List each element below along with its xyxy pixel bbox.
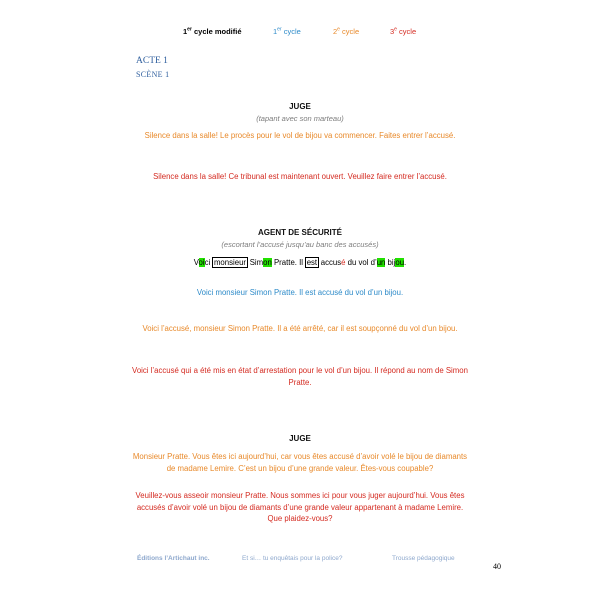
legend-sup: er: [277, 26, 282, 33]
act-heading: ACTE 1: [136, 56, 168, 66]
legend-cycle-2: [333, 27, 359, 36]
legend-text: cycle: [396, 27, 417, 36]
text-segment: .: [404, 258, 407, 267]
legend-sup: e: [394, 26, 397, 33]
judge-line-2-cycle-2: Monsieur Pratte. Vous êtes ici aujourd’hui, car vous êtes accusé d’avoir volé le bijou de diamants de madame Lemire. C’est un bijou d’une grande valeur. Êtes-vous coupable?: [132, 452, 468, 473]
text-segment: Pratte. Il: [271, 258, 306, 267]
legend-num: 2: [333, 27, 338, 36]
highlighted-segment: oi: [198, 258, 205, 267]
security-agent-speaker: [132, 227, 468, 250]
highlighted-segment: on: [263, 258, 272, 267]
text-segment: du vol d’: [345, 258, 377, 267]
legend-modified-cycle: [183, 27, 242, 36]
legend-text: cycle: [281, 27, 301, 36]
judge-speaker: [132, 101, 468, 124]
footer-book-title: Et si… tu enquêtais pour la police?: [242, 555, 343, 562]
footer-series: Trousse pédagogique: [392, 555, 455, 562]
character-name: JUGE: [289, 102, 311, 111]
agent-line-cycle-1: Voici monsieur Simon Pratte. Il est accusé du vol d’un bijou.: [196, 288, 404, 297]
judge-line-cycle-3: Silence dans la salle! Ce tribunal est maintenant ouvert. Veuillez faire entrer l’accusé.: [153, 172, 447, 181]
character-name: AGENT DE SÉCURITÉ: [257, 228, 342, 237]
legend-cycle-1: [273, 27, 301, 36]
stage-direction: (tapant avec son marteau): [256, 113, 344, 123]
text-segment: accus: [318, 258, 342, 267]
legend-text: cycle: [339, 27, 360, 36]
legend-text: cycle modifié: [191, 27, 242, 36]
cycle-legend: [0, 27, 600, 39]
highlighted-segment: ou: [395, 258, 405, 267]
legend-num: 3: [390, 27, 395, 36]
agent-line-cycle-3: Voici l’accusé qui a été mis en état d’arrestation pour le vol d’un bijou. Il répond au nom de Simon Pratte.: [132, 366, 468, 387]
highlighted-segment: un: [376, 258, 386, 267]
text-segment: Sim: [249, 258, 264, 267]
text-segment: V: [193, 258, 199, 267]
page-number: 40: [493, 562, 501, 571]
legend-sup: e: [337, 26, 340, 33]
legend-num: 1: [273, 27, 278, 36]
footer-publisher: Éditions l’Artichaut inc.: [137, 555, 210, 562]
legend-cycle-3: [390, 27, 416, 36]
boxed-word: monsieur: [213, 258, 247, 267]
judge-speaker-2: [132, 433, 468, 445]
stage-direction: (escortant l’accusé jusqu’au banc des accusés): [221, 239, 379, 249]
character-name: JUGE: [289, 434, 311, 443]
text-segment: bij: [385, 258, 396, 267]
legend-num: 1: [183, 27, 188, 36]
judge-line-2-cycle-3: Veuillez-vous asseoir monsieur Pratte. Nous sommes ici pour vous juger aujourd’hui. Vous êtes accusés d’avoir volé un bijou de diamants d’une grande valeur appartenant à madame Lemire. Que plaidez-vous?: [135, 491, 465, 523]
agent-line-modified-cycle: [132, 257, 468, 269]
text-segment: ci: [204, 258, 211, 267]
judge-line-cycle-2: Silence dans la salle! Le procès pour le vol de bijou va commencer. Faites entrer l’accusé.: [144, 131, 456, 140]
red-letter: é: [341, 258, 346, 267]
boxed-word: est: [306, 258, 318, 267]
agent-line-cycle-2: Voici l’accusé, monsieur Simon Pratte. Il a été arrêté, car il est soupçonné du vol d’un bijou.: [142, 324, 458, 333]
legend-sup: er: [187, 26, 192, 33]
scene-heading: SCÈNE 1: [136, 70, 170, 79]
